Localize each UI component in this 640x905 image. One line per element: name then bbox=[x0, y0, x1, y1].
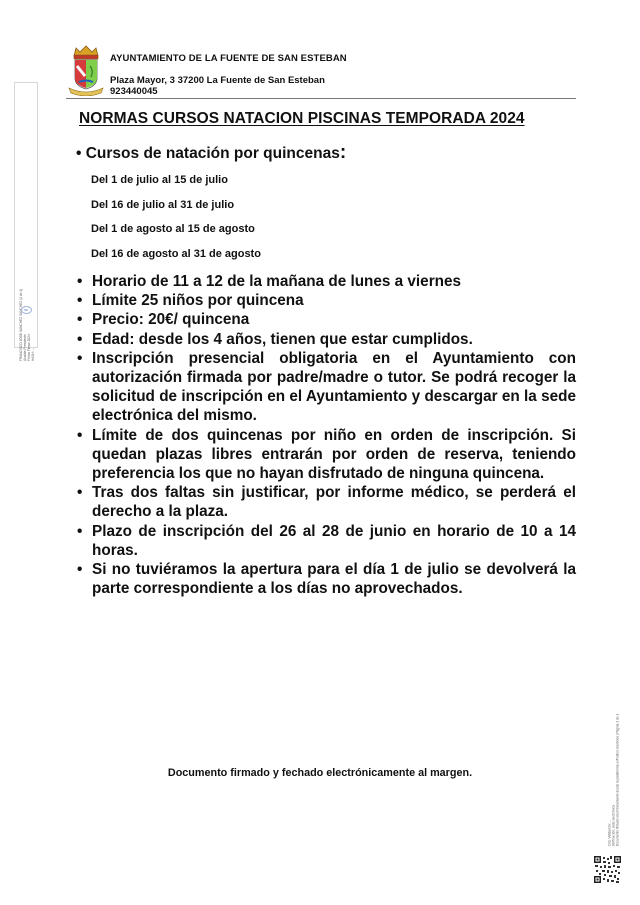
courses-heading bbox=[76, 142, 346, 164]
header-divider bbox=[66, 98, 576, 99]
rule-item: • Plazo de inscripción del 26 al 28 de junio en horario de 10 a 14 horas. bbox=[76, 522, 576, 560]
rule-item: • Si no tuviéramos la apertura para el día 1 de julio se devolverá la parte correspondiente a los días no aprovechados. bbox=[76, 560, 576, 598]
course-period: Del 16 de julio al 31 de julio bbox=[91, 198, 235, 211]
courses-heading-colon: : bbox=[339, 142, 347, 163]
organization-address: Plaza Mayor, 3 37200 La Fuente de San Esteban bbox=[110, 75, 325, 86]
seal-icon bbox=[21, 306, 32, 314]
rule-item: • Edad: desde los 4 años, tienen que estar cumplidos. bbox=[76, 330, 576, 349]
rules-list bbox=[76, 272, 576, 598]
signature-line: Alcalde-Presidente bbox=[23, 334, 27, 361]
signature-note: Documento firmado y fechado electrónicamente al margen. bbox=[167, 767, 473, 779]
rule-item: • Límite 25 niños por quincena bbox=[76, 291, 576, 310]
rule-item: • Tras dos faltas sin justificar, por informe médico, se perderá el derecho a la plaza. bbox=[76, 483, 576, 521]
qr-code-icon[interactable] bbox=[594, 856, 621, 883]
signature-line: HASH: ... bbox=[31, 347, 35, 361]
course-period: Del 1 de julio al 15 de julio bbox=[91, 174, 228, 186]
rule-item: • Inscripción presencial obligatoria en el Ayuntamiento con autorización firmada por padre/madre o tutor. Se podrá recoger la solicitud de inscripción en el Ayuntamiento y descargar en la sede electrónica del mismo. bbox=[76, 349, 576, 426]
course-period: Del 16 de agosto al 31 de agosto bbox=[91, 248, 261, 261]
signature-line: FRANCISCO JOSE SANCHEZ SANCHEZ (1 de 1) bbox=[19, 288, 23, 361]
courses-heading-text: Cursos de natación por quincenas bbox=[85, 145, 340, 162]
course-period: Del 1 de agosto al 15 de agosto bbox=[91, 223, 255, 236]
organization-phone: 923440045 bbox=[110, 86, 158, 97]
coat-of-arms-icon bbox=[66, 44, 106, 96]
rule-item: • Horario de 11 a 12 de la mañana de lunes a viernes bbox=[76, 272, 576, 291]
signature-line: Fecha Firma: 2024 bbox=[27, 334, 31, 361]
signature-text bbox=[19, 221, 35, 361]
bullet-icon: • bbox=[76, 145, 86, 162]
validation-line: Verificación: sede electrónica bbox=[611, 805, 616, 847]
validation-line: Cód. Validación: ... bbox=[607, 819, 612, 847]
course-periods bbox=[91, 168, 261, 267]
rule-item: • Límite de dos quincenas por niño en orden de inscripción. Si quedan plazas libres entrarán por orden de reserva, teniendo preferencia los que no hayan disfrutado de ninguna quincena. bbox=[76, 426, 576, 484]
validation-line: Documento firmado electrónicamente desde la plataforma esPublico Gestiona | Página 1 de 1 bbox=[616, 713, 621, 847]
rule-item: • Precio: 20€/ quincena bbox=[76, 310, 576, 329]
validation-text bbox=[608, 656, 621, 846]
validation-margin bbox=[603, 660, 625, 850]
document-title: NORMAS CURSOS NATACION PISCINAS TEMPORADA 2024 bbox=[79, 110, 525, 127]
organization-name: AYUNTAMIENTO DE LA FUENTE DE SAN ESTEBAN bbox=[110, 53, 347, 64]
